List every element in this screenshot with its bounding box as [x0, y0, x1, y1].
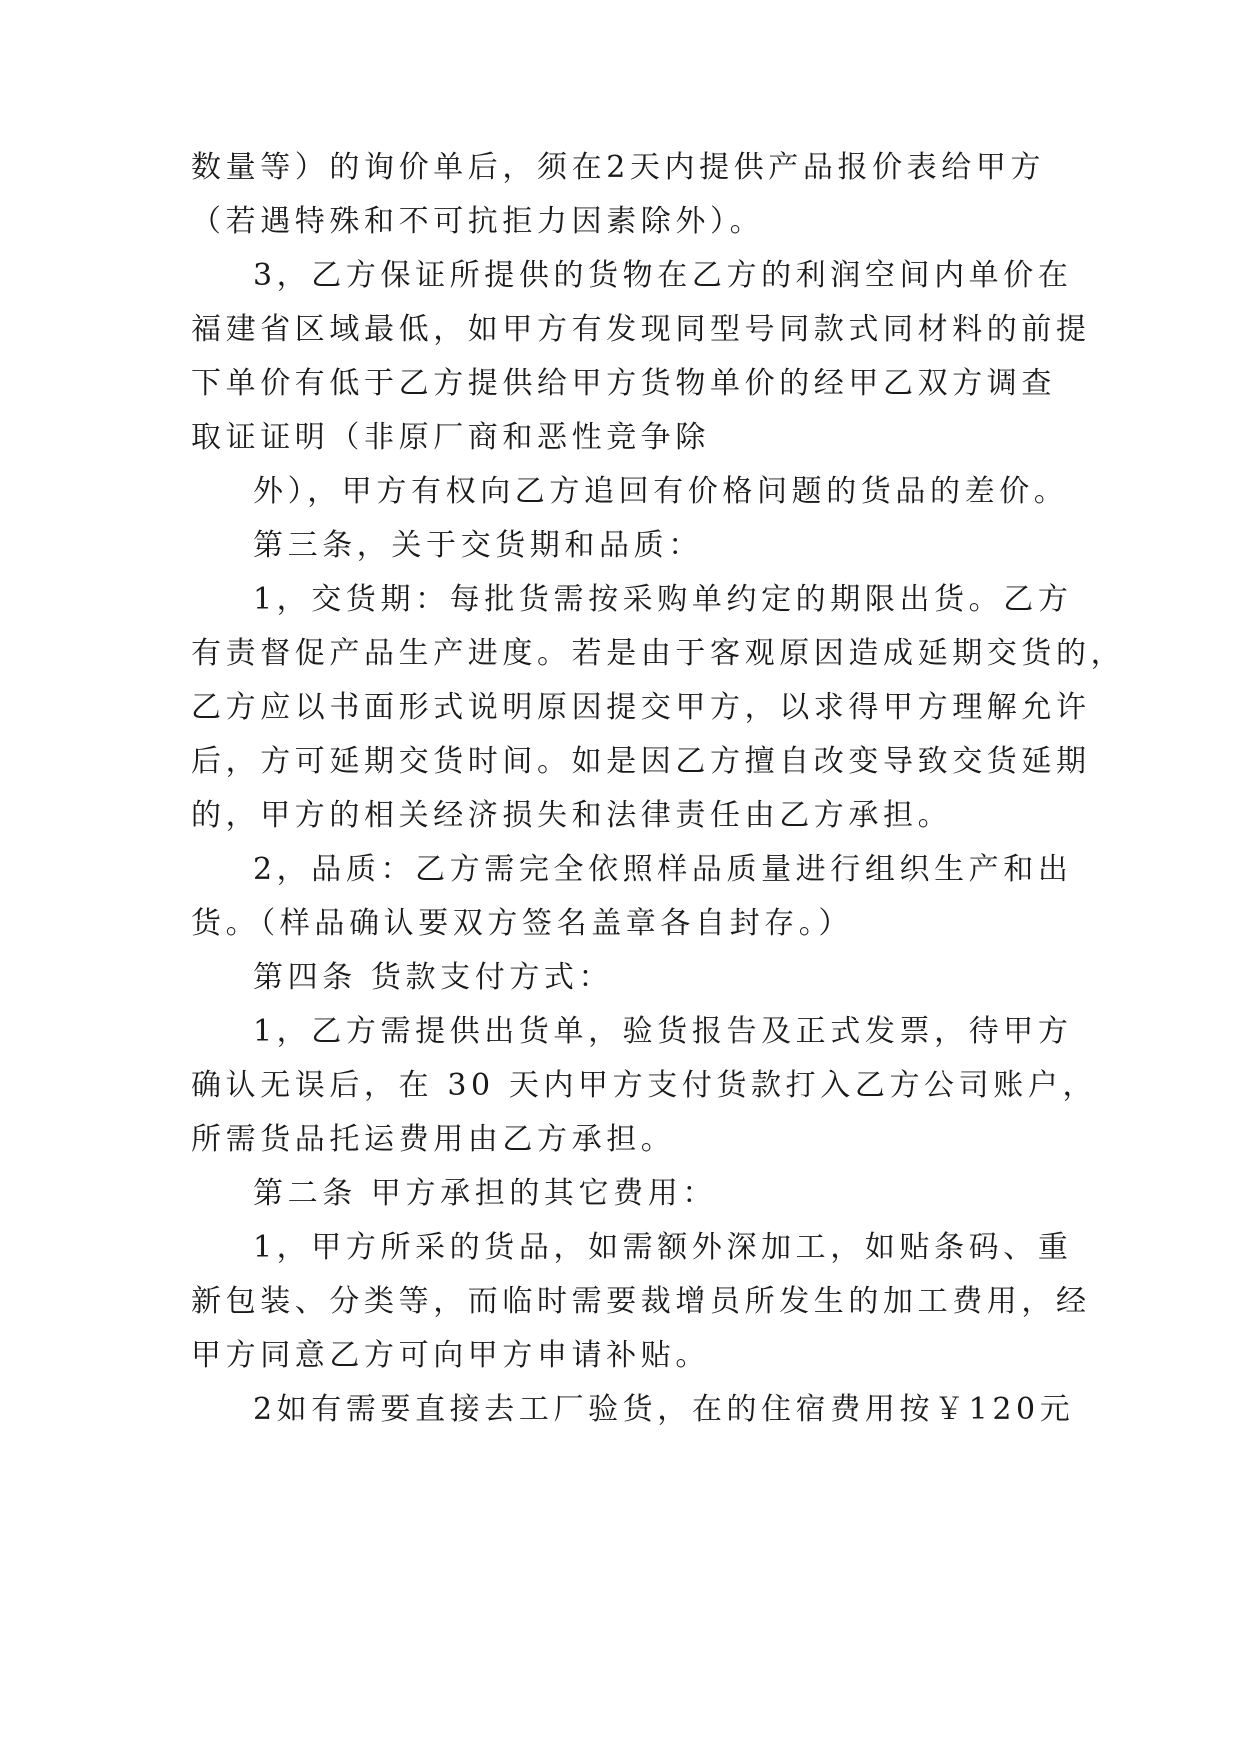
text-line: 1，甲方所采的货品，如需额外深加工，如贴条码、重: [253, 1230, 1073, 1265]
text-line: 所需货品托运费用由乙方承担。: [191, 1122, 676, 1157]
text-line: 3，乙方保证所提供的货物在乙方的利润空间内单价在: [253, 258, 1073, 293]
text-line: 有责督促产品生产进度。若是由于客观原因造成延期交货的，: [191, 636, 1126, 671]
section-heading: 第二条 甲方承担的其它费用：: [253, 1176, 717, 1211]
text-line: 货。（样品确认要双方签名盖章各自封存。）: [191, 906, 853, 941]
text-line: 后，方可延期交货时间。如是因乙方擅自改变导致交货延期: [191, 744, 1091, 779]
text-line: 外），甲方有权向乙方追回有价格问题的货品的差价。: [253, 474, 1069, 509]
text-line: 1，乙方需提供出货单，验货报告及正式发票，待甲方: [253, 1014, 1073, 1049]
text-line: （若遇特殊和不可抗拒力因素除外）。: [191, 204, 765, 239]
text-line: 1，交货期：每批货需按采购单约定的期限出货。乙方: [253, 582, 1073, 617]
text-line: 乙方应以书面形式说明原因提交甲方，以求得甲方理解允许: [191, 690, 1091, 725]
text-line: 数量等）的询价单后，须在2天内提供产品报价表给甲方: [191, 150, 1046, 185]
text-line: 福建省区域最低，如甲方有发现同型号同款式同材料的前提: [191, 312, 1091, 347]
text-line: 的，甲方的相关经济损失和法律责任由乙方承担。: [191, 798, 953, 833]
text-line: 下单价有低于乙方提供给甲方货物单价的经甲乙双方调查: [191, 366, 1056, 401]
text-line: 取证证明（非原厂商和恶性竞争除: [191, 420, 710, 455]
section-heading: 第三条，关于交货期和品质：: [253, 528, 703, 563]
text-line: 2，品质：乙方需完全依照样品质量进行组织生产和出: [253, 852, 1073, 887]
text-line: 新包装、分类等，而临时需要裁增员所发生的加工费用，经: [191, 1284, 1091, 1319]
text-line: 确认无误后，在 30 天内甲方支付货款打入乙方公司账户，: [191, 1068, 1098, 1103]
text-line: 2如有需要直接去工厂验货，在的住宿费用按￥120元: [253, 1392, 1075, 1427]
text-line: 甲方同意乙方可向甲方申请补贴。: [191, 1338, 710, 1373]
section-heading: 第四条 货款支付方式：: [253, 960, 614, 995]
